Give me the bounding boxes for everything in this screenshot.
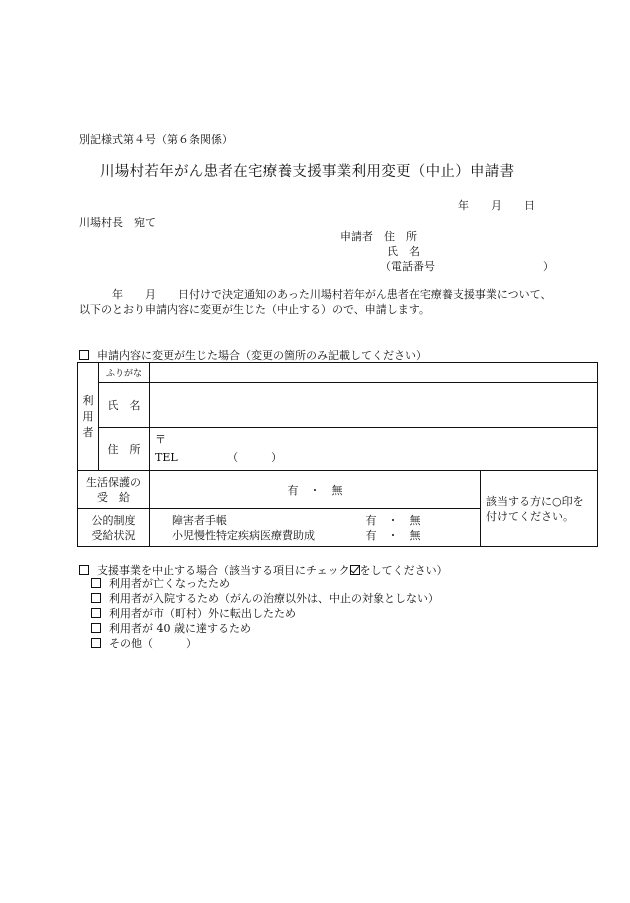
document-title: 川場村若年がん患者在宅療養支援事業利用変更（中止）申請書 (100, 164, 515, 180)
reason-checkbox[interactable] (91, 608, 101, 618)
form-number: 別記様式第４号（第６条関係） (79, 133, 233, 146)
welfare-value[interactable]: 有 ・ 無 (150, 471, 481, 509)
public-item-value[interactable]: 有 ・ 無 (365, 528, 421, 542)
public-items (150, 509, 366, 547)
reason-checkbox[interactable] (91, 638, 101, 648)
reason-item: 利用者が市（町村）外に転出したため (91, 606, 439, 621)
reason-item: その他（ ） (91, 636, 439, 651)
date-line: 年 月 日 (458, 199, 535, 212)
reason-checkbox[interactable] (91, 623, 101, 633)
public-item-name: 小児慢性特定疾病医療費助成 (172, 528, 315, 542)
section2-checkbox[interactable] (79, 565, 89, 575)
furigana-field[interactable] (150, 363, 598, 383)
applicant-phone-row (340, 259, 554, 274)
change-form-table (77, 362, 598, 547)
applicant-name-label: 氏 名 (387, 245, 420, 258)
name-field[interactable] (150, 383, 598, 428)
reason-item: 利用者が入院するため（がんの治療以外は、中止の対象としない） (91, 591, 439, 606)
section2-header-suffix: をしてください） (359, 564, 448, 577)
section1-header (79, 347, 427, 363)
public-item-name: 障害者手帳 (172, 513, 227, 527)
postal-mark: 〒 (155, 433, 166, 446)
reason-checkbox[interactable] (91, 578, 101, 588)
reason-checkbox[interactable] (91, 593, 101, 603)
reason-item: 利用者が 40 歳に達するため (91, 621, 439, 636)
public-item-value[interactable]: 有 ・ 無 (365, 513, 421, 527)
applicant-address-label: 申請者 住 所 (340, 230, 417, 243)
tel-label: TEL （ ） (155, 451, 283, 464)
address-label: 住 所 (99, 428, 150, 471)
body-text: 年 月 日付けで決定通知のあった川場村若年がん患者在宅療養支援事業について、以下のとおり申請内容に変更が生じた（中止する）ので、申請します。 (79, 288, 552, 316)
address-field[interactable] (150, 428, 598, 471)
section2-header-prefix: 支援事業を中止する場合（該当する項目にチェック (97, 564, 350, 577)
public-item-values[interactable] (365, 509, 480, 547)
public-system-label: 公的制度 受給状況 (78, 509, 150, 547)
note-cell: 該当する方に○印を付けてください。 (481, 471, 598, 547)
welfare-label: 生活保護の 受 給 (78, 471, 150, 509)
applicant-phone-close: ） (543, 260, 554, 273)
furigana-label: ふりがな (99, 363, 150, 383)
section1-checkbox[interactable] (79, 350, 89, 360)
applicant-phone-label: （電話番号 (380, 260, 435, 273)
section1-header-text: 申請内容に変更が生じた場合（変更の箇所のみ記載してください） (97, 349, 427, 362)
applicant-block (340, 229, 554, 274)
reason-list (91, 576, 439, 651)
name-label: 氏 名 (99, 383, 150, 428)
reason-item: 利用者が亡くなったため (91, 576, 439, 591)
addressee: 川場村長 宛て (79, 216, 156, 229)
user-label: 利用者 (78, 363, 99, 471)
check-mark-icon (350, 565, 360, 575)
